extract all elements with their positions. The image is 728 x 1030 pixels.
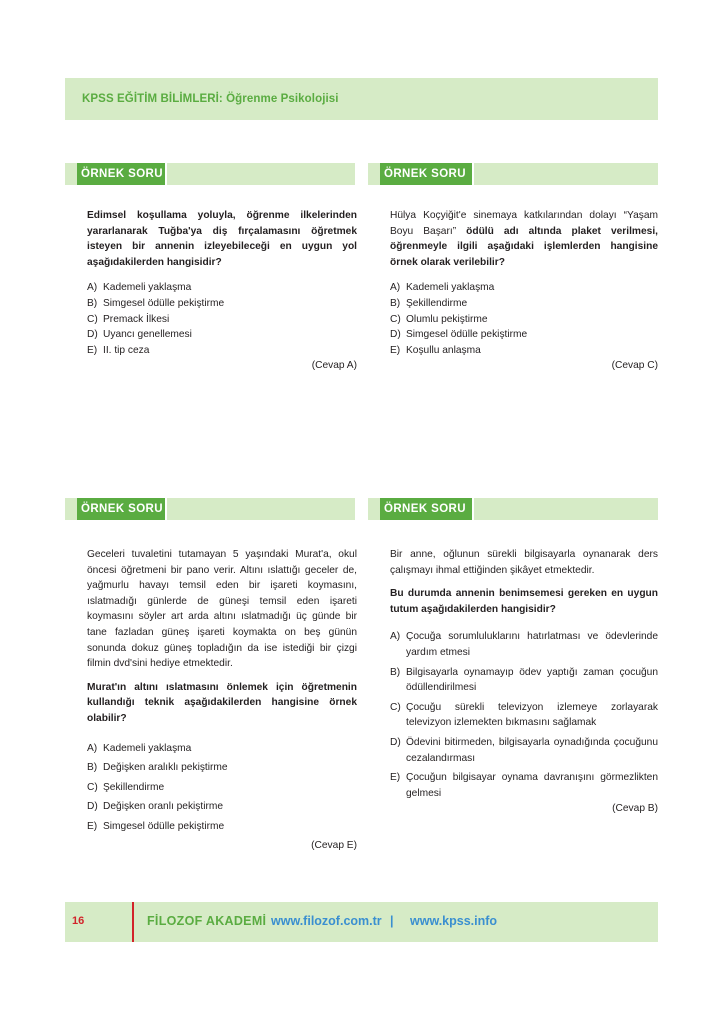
page-number: 16 — [72, 915, 85, 927]
question-stem: Murat'ın altını ıslatmasını önlemek için öğretmenin kullandığı teknik aşağıdakilerden hangisine örnek olabilir? — [87, 681, 357, 724]
section-label-bottom-left: ÖRNEK SORU — [77, 498, 165, 520]
answer-label: (Cevap C) — [611, 360, 658, 372]
option-e[interactable]: E) II. tip ceza — [87, 344, 150, 356]
option-b[interactable]: B) Şekillendirme — [390, 297, 468, 309]
option-d[interactable]: D) Değişken oranlı pekiştirme — [87, 801, 224, 813]
answer-label: (Cevap B) — [612, 803, 658, 815]
question-card-3 — [87, 547, 357, 854]
question-stem-rest: ödülü adı altında plaket verilmesi, öğrenmeyle ilgili aşağıdaki işlemlerden hangisine örnek olarak verilebilir? — [390, 225, 658, 268]
options-list — [390, 629, 658, 801]
footer-brand: FİLOZOF AKADEMİ — [147, 914, 267, 928]
question-card-2 — [390, 208, 658, 374]
question-stem-intro: Hülya Koçyiğit'e sinemaya katkılarından dolayı “Yaşam Boyu Başarı” — [390, 210, 658, 237]
footer-separator: | — [390, 914, 394, 928]
option-d[interactable]: D) Simgesel ödülle pekiştirme — [390, 329, 528, 341]
option-a[interactable]: A) Kademeli yaklaşma — [87, 282, 192, 294]
answer-label: (Cevap E) — [311, 840, 357, 852]
option-e[interactable]: E) Koşullu anlaşma — [390, 344, 481, 356]
option-b[interactable]: B) Simgesel ödülle pekiştirme — [87, 297, 225, 309]
option-a[interactable]: A) Kademeli yaklaşma — [87, 742, 192, 754]
option-c[interactable]: C) Premack İlkesi — [87, 313, 170, 325]
question-card-4 — [390, 547, 658, 817]
options-list — [390, 280, 658, 358]
option-a[interactable]: A) Kademeli yaklaşma — [390, 282, 495, 294]
option-a[interactable]: A) Çocuğa sorumluluklarını hatırlatması ve ödevlerinde yardım etmesi — [390, 631, 658, 658]
footer-divider — [132, 902, 134, 942]
question-stem: Bu durumda annenin benimsemesi gereken en uygun tutum aşağıdakilerden hangisidir? — [390, 588, 658, 615]
option-e[interactable]: E) Çocuğun bilgisayar oynama davranışını görmezlikten gelmesi — [390, 772, 658, 799]
options-list — [87, 739, 357, 837]
option-d[interactable]: D) Uyancı genellemesi — [87, 329, 192, 341]
answer-label: (Cevap A) — [311, 360, 357, 372]
footer-link-filozof[interactable]: www.filozof.com.tr — [271, 914, 382, 928]
option-c[interactable]: C) Çocuğu sürekli televizyon izlemeye zorlayarak televizyon izlemekten bıkmasını sağlamak — [390, 701, 658, 729]
option-b[interactable]: B) Bilgisayarla oynamayıp ödev yaptığı zaman çocuğun ödüllendirilmesi — [390, 666, 658, 694]
question-stem: Edimsel koşullama yoluyla, öğrenme ilkelerinden yararlanarak Tuğba'ya diş fırçalamasını öğretmek isteyen bir annenin izleyebileceği en uygun yol aşağıdakilerden hangisidir? — [87, 210, 357, 268]
option-e[interactable]: E) Simgesel ödülle pekiştirme — [87, 820, 225, 832]
options-list — [87, 280, 357, 358]
footer-link-kpss[interactable]: www.kpss.info — [410, 914, 498, 928]
question-card-1 — [87, 208, 357, 374]
option-c[interactable]: C) Şekillendirme — [87, 781, 165, 793]
option-d[interactable]: D) Ödevini bitirmeden, bilgisayarla oynadığında çocuğunu cezalandırması — [390, 736, 658, 764]
option-c[interactable]: C) Olumlu pekiştirme — [390, 313, 488, 325]
section-label-top-right: ÖRNEK SORU — [380, 163, 472, 185]
section-label-top-left: ÖRNEK SORU — [77, 163, 165, 185]
section-label-bottom-right: ÖRNEK SORU — [380, 498, 472, 520]
question-passage: Geceleri tuvaletini tutamayan 5 yaşındaki Murat'a, okul öncesi öğretmeni bir pano verir. Altını ıslattığı geceler de, yağmurlu havayı temsil eden bir işareti koymasını, ıslatmadığı günlerde de güneşi temsil eden işareti koymasını söyler art arda altını ıslatmadığı üç günde bir tane fazladan güneş işareti koymakta on beş günün sonunda dokuz güneş topladığın da ise istediği bir çizgi filmin dvd'sini hediye etmektedir. — [87, 549, 357, 670]
page-title: KPSS EĞİTİM BİLİMLERİ: Öğrenme Psikolojisi — [82, 93, 339, 105]
question-stem — [390, 208, 658, 270]
question-passage: Bir anne, oğlunun sürekli bilgisayarla oynanarak ders çalışmayı ihmal ettiğinden şikâyet etmektedir. — [390, 549, 658, 576]
option-b[interactable]: B) Değişken aralıklı pekiştirme — [87, 762, 228, 774]
